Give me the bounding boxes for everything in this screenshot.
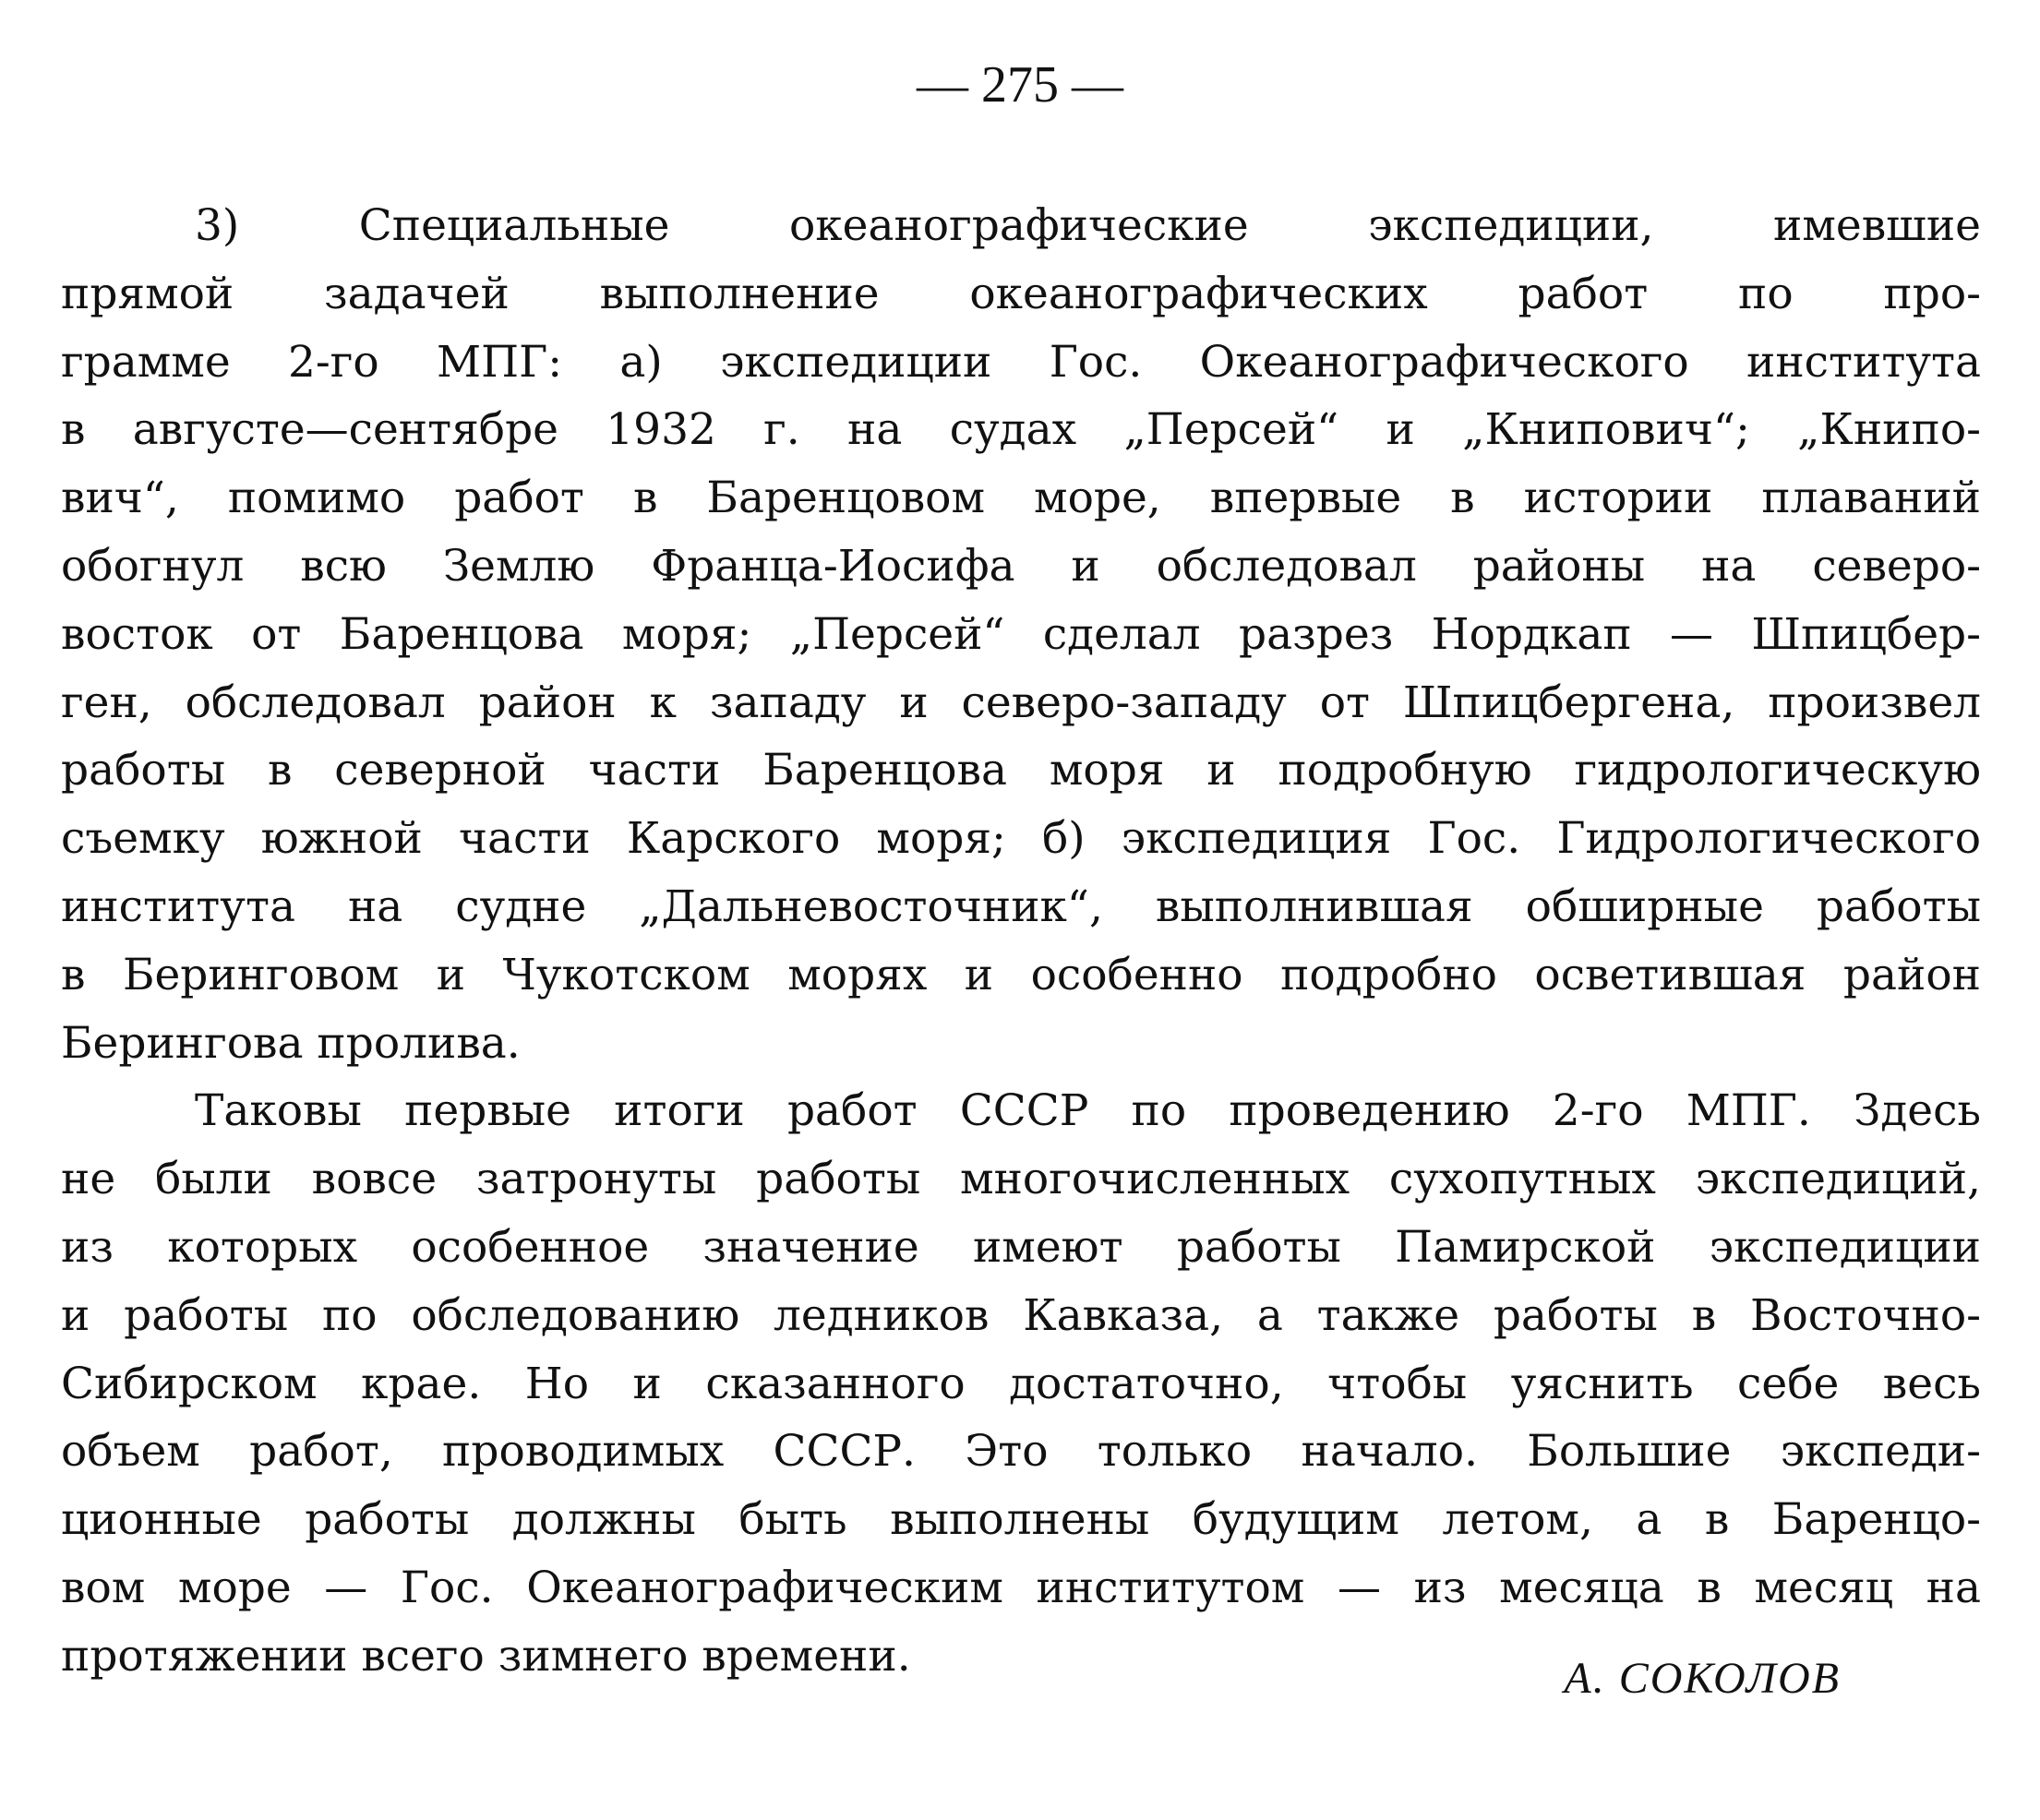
text-line: вом море — Гос. Океанографическим институтом — из месяца в месяц на [61, 1562, 1981, 1613]
text-line: в августе—сентябре 1932 г. на судах „Персей“ и „Книпович“; „Книпо- [61, 404, 1981, 456]
text-line: протяжении всего зимнего времени. [61, 1630, 911, 1682]
text-line: института на судне „Дальневосточник“, выполнившая обширные работы [61, 880, 1981, 932]
text-line: Таковы первые итоги работ СССР по проведению 2-го МПГ. Здесь [195, 1085, 1981, 1137]
text-line: ционные работы должны быть выполнены будущим летом, а в Баренцо- [61, 1494, 1981, 1546]
text-line: Сибирском крае. Но и сказанного достаточно, чтобы уяснить себе весь [61, 1358, 1981, 1409]
text-line: прямой задачей выполнение океанографических работ по про- [61, 268, 1981, 319]
text-line: съемку южной части Карского моря; б) экспедиция Гос. Гидрологического [61, 813, 1981, 865]
text-line: в Беринговом и Чукотском морях и особенно подробно осветившая район [61, 949, 1981, 1000]
text-line: грамме 2-го МПГ: а) экспедиции Гос. Океанографического института [61, 336, 1981, 388]
author-signature: А. СОКОЛОВ [1564, 1654, 1841, 1703]
article-body [61, 192, 1981, 1691]
text-line: ген, обследовал район к западу и северо-западу от Шпицбергена, произвел [61, 677, 1981, 728]
text-line: не были вовсе затронуты работы многочисленных сухопутных экспедиций, [61, 1154, 1981, 1205]
text-line: вич“, помимо работ в Баренцовом море, впервые в истории плаваний [61, 473, 1981, 524]
paragraph-expeditions [61, 192, 1981, 1077]
text-line: Берингова пролива. [61, 1017, 521, 1069]
text-line: обогнул всю Землю Франца-Иосифа и обследовал районы на северо- [61, 540, 1981, 592]
page-number: — 275 — [917, 56, 1123, 114]
text-line: восток от Баренцова моря; „Персей“ сделал разрез Нордкап — Шпицбер- [61, 608, 1981, 660]
paragraph-summary [61, 1077, 1981, 1690]
text-line: и работы по обследованию ледников Кавказа, а также работы в Восточно- [61, 1289, 1981, 1341]
text-line: 3) Специальные океанографические экспедиции, имевшие [195, 200, 1981, 251]
text-line: работы в северной части Баренцова моря и подробную гидрологическую [61, 745, 1981, 796]
text-line: из которых особенное значение имеют работы Памирской экспедиции [61, 1221, 1981, 1273]
text-line: объем работ, проводимых СССР. Это только начало. Большие экспеди- [61, 1426, 1981, 1478]
